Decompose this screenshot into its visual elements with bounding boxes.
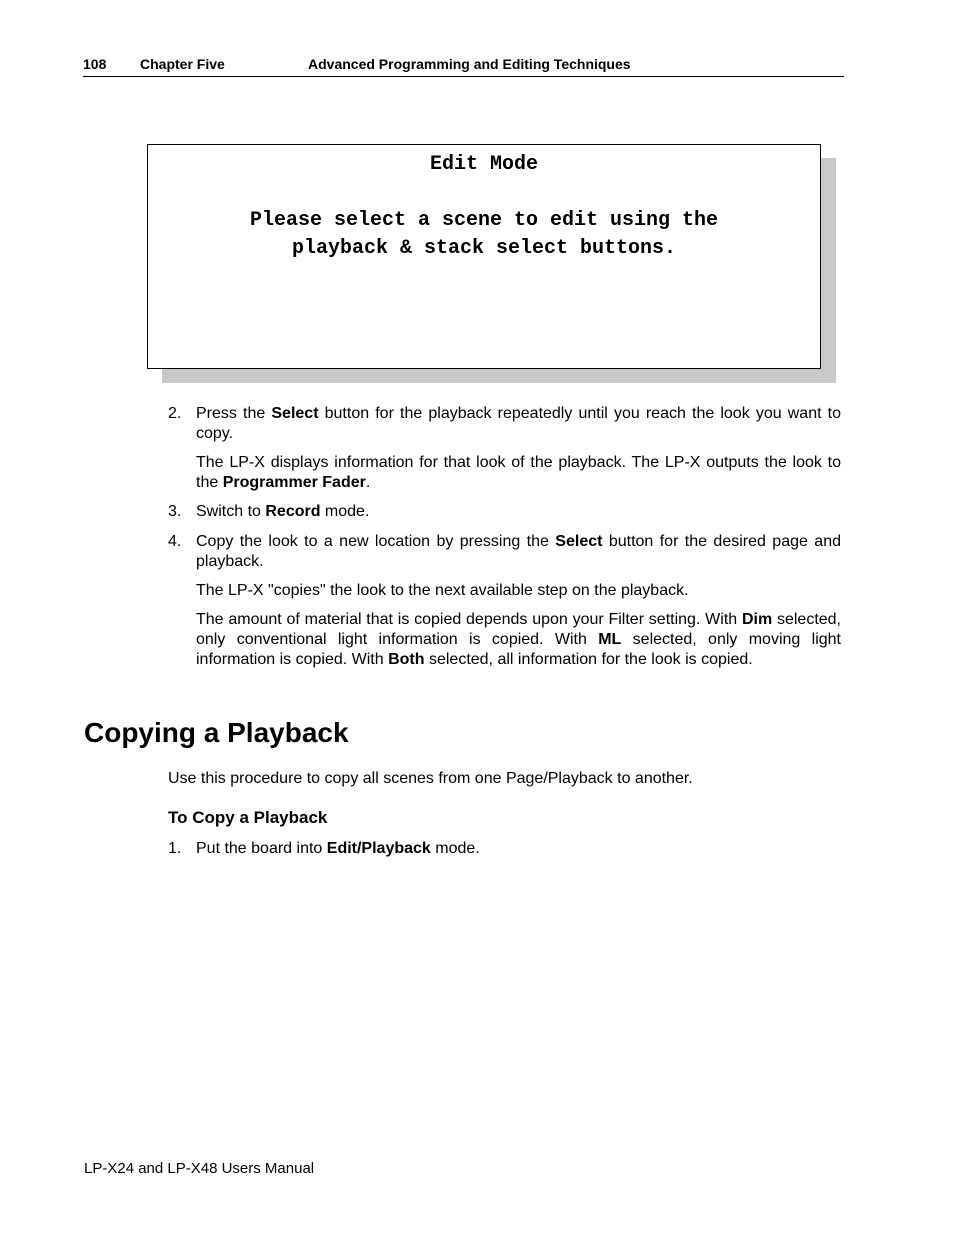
bold-term: Record bbox=[265, 503, 321, 520]
text-run: selected, all information for the look is copied. bbox=[424, 651, 753, 668]
bold-term: Select bbox=[555, 533, 603, 550]
section-heading: Copying a Playback bbox=[84, 717, 349, 748]
step-3 bbox=[168, 502, 841, 522]
page-number: 108 bbox=[83, 56, 107, 72]
text-run: The amount of material that is copied depends upon your Filter setting. With bbox=[196, 611, 742, 628]
step-number: 2. bbox=[168, 405, 182, 422]
lcd-display bbox=[147, 144, 821, 369]
page-header bbox=[83, 56, 844, 77]
bold-term: ML bbox=[598, 631, 622, 648]
text-run: Put the board into bbox=[196, 840, 327, 857]
step-number: 1. bbox=[168, 840, 182, 857]
text-run: button for the desired page and playback. bbox=[196, 533, 841, 570]
procedure-step-1 bbox=[168, 839, 841, 859]
chapter-title: Advanced Programming and Editing Techniques bbox=[308, 56, 631, 72]
lcd-title: Edit Mode bbox=[429, 153, 539, 176]
text-run: Copy the look to a new location by pressing the bbox=[196, 533, 556, 550]
lcd-line-1: Please select a scene to edit using the bbox=[249, 209, 719, 232]
step-text bbox=[196, 532, 841, 572]
section-intro: Use this procedure to copy all scenes from one Page/Playback to another. bbox=[168, 770, 693, 787]
text-run: selected, only conventional light information is copied. With bbox=[196, 611, 842, 648]
bold-term: Programmer Fader bbox=[222, 474, 366, 491]
text-run: Press the bbox=[196, 405, 272, 422]
text-run: mode. bbox=[430, 840, 480, 857]
step-text bbox=[196, 404, 841, 444]
text-run: selected, only moving light information is copied. With bbox=[196, 631, 841, 668]
step-text bbox=[196, 839, 841, 859]
bold-term: Both bbox=[388, 651, 425, 668]
bold-term: Select bbox=[271, 405, 319, 422]
step-number: 3. bbox=[168, 503, 182, 520]
procedure-heading: To Copy a Playback bbox=[168, 808, 328, 827]
chapter-label: Chapter Five bbox=[140, 56, 225, 72]
step-2-note bbox=[196, 453, 841, 493]
step-text bbox=[196, 502, 841, 522]
text-run: mode. bbox=[320, 503, 370, 520]
text-run: . bbox=[365, 474, 371, 491]
step-4-note-2 bbox=[196, 610, 841, 670]
page-footer: LP-X24 and LP-X48 Users Manual bbox=[84, 1160, 315, 1177]
step-4 bbox=[168, 532, 841, 572]
step-number: 4. bbox=[168, 533, 182, 550]
step-2 bbox=[168, 404, 841, 444]
text-run: button for the playback repeatedly until you reach the look you want to copy. bbox=[196, 405, 841, 442]
lcd-line-2: playback & stack select buttons. bbox=[291, 237, 677, 260]
text-run: The LP-X displays information for that look of the playback. The LP-X outputs the look to the bbox=[196, 454, 841, 491]
bold-term: Edit/Playback bbox=[326, 840, 431, 857]
bold-term: Dim bbox=[741, 611, 773, 628]
step-4-note-1: The LP-X "copies" the look to the next available step on the playback. bbox=[196, 582, 689, 599]
lcd-message bbox=[148, 207, 820, 263]
text-run: Switch to bbox=[196, 503, 266, 520]
